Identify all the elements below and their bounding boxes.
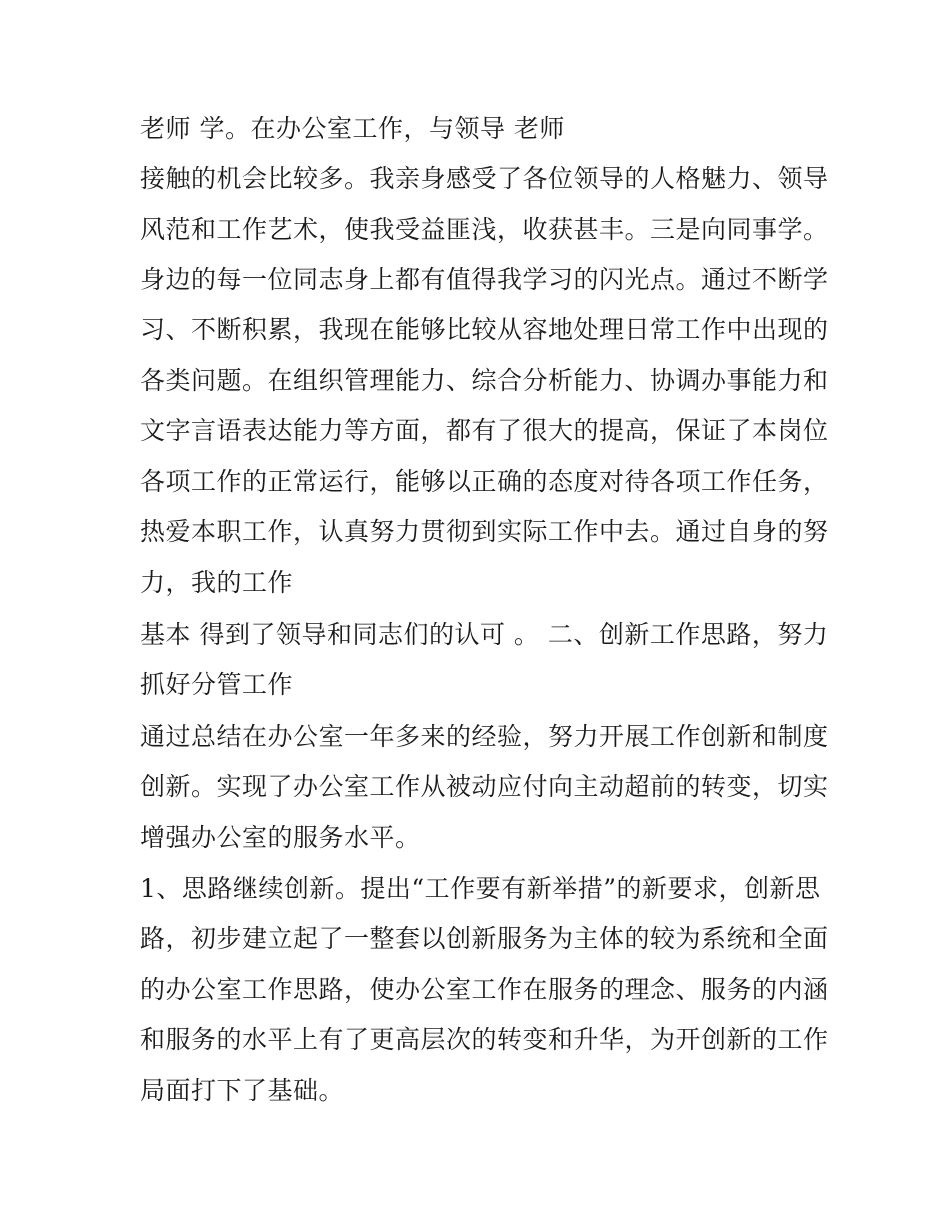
text-line: 热爱本职工作，认真努力贯彻到实际工作中去。通过自身的努 xyxy=(140,517,829,546)
text-line: 的办公室工作思路，使办公室工作在服务的理念、服务的内涵 xyxy=(140,975,829,1004)
text-line: 基本 得到了领导和同志们的认可 。 二、创新工作思路，努力 xyxy=(140,620,829,649)
text-line: 抓好分管工作 xyxy=(140,670,294,699)
text-line: 力，我的工作 xyxy=(140,568,294,597)
text-line: 创新。实现了办公室工作从被动应付向主动超前的转变，切实 xyxy=(140,772,829,801)
text-line: 习、不断积累，我现在能够比较从容地处理日常工作中出现的 xyxy=(140,315,829,344)
text-line: 各类问题。在组织管理能力、综合分析能力、协调办事能力和 xyxy=(140,366,829,395)
text-line: 路，初步建立起了一整套以创新服务为主体的较为系统和全面 xyxy=(140,924,829,953)
text-line: 增强办公室的服务水平。 xyxy=(140,823,421,852)
text-line: 接触的机会比较多。我亲身感受了各位领导的人格魅力、领导 xyxy=(140,164,829,193)
text-line: 1、思路继续创新。提出“工作要有新举措”的新要求，创新思 xyxy=(140,874,821,903)
text-line: 老师 学。在办公室工作，与领导 老师 xyxy=(140,114,565,143)
text-line: 通过总结在办公室一年多来的经验，努力开展工作创新和制度 xyxy=(140,722,829,751)
text-line: 局面打下了基础。 xyxy=(140,1076,345,1105)
text-line: 各项工作的正常运行，能够以正确的态度对待各项工作任务， xyxy=(140,467,829,496)
text-line: 和服务的水平上有了更高层次的转变和升华，为开创新的工作 xyxy=(140,1025,829,1054)
text-line: 文字言语表达能力等方面，都有了很大的提高，保证了本岗位 xyxy=(140,416,829,445)
text-line: 风范和工作艺术，使我受益匪浅，收获甚丰。三是向同事学。 xyxy=(140,215,829,244)
text-line: 身边的每一位同志身上都有值得我学习的闪光点。通过不断学 xyxy=(140,265,829,294)
